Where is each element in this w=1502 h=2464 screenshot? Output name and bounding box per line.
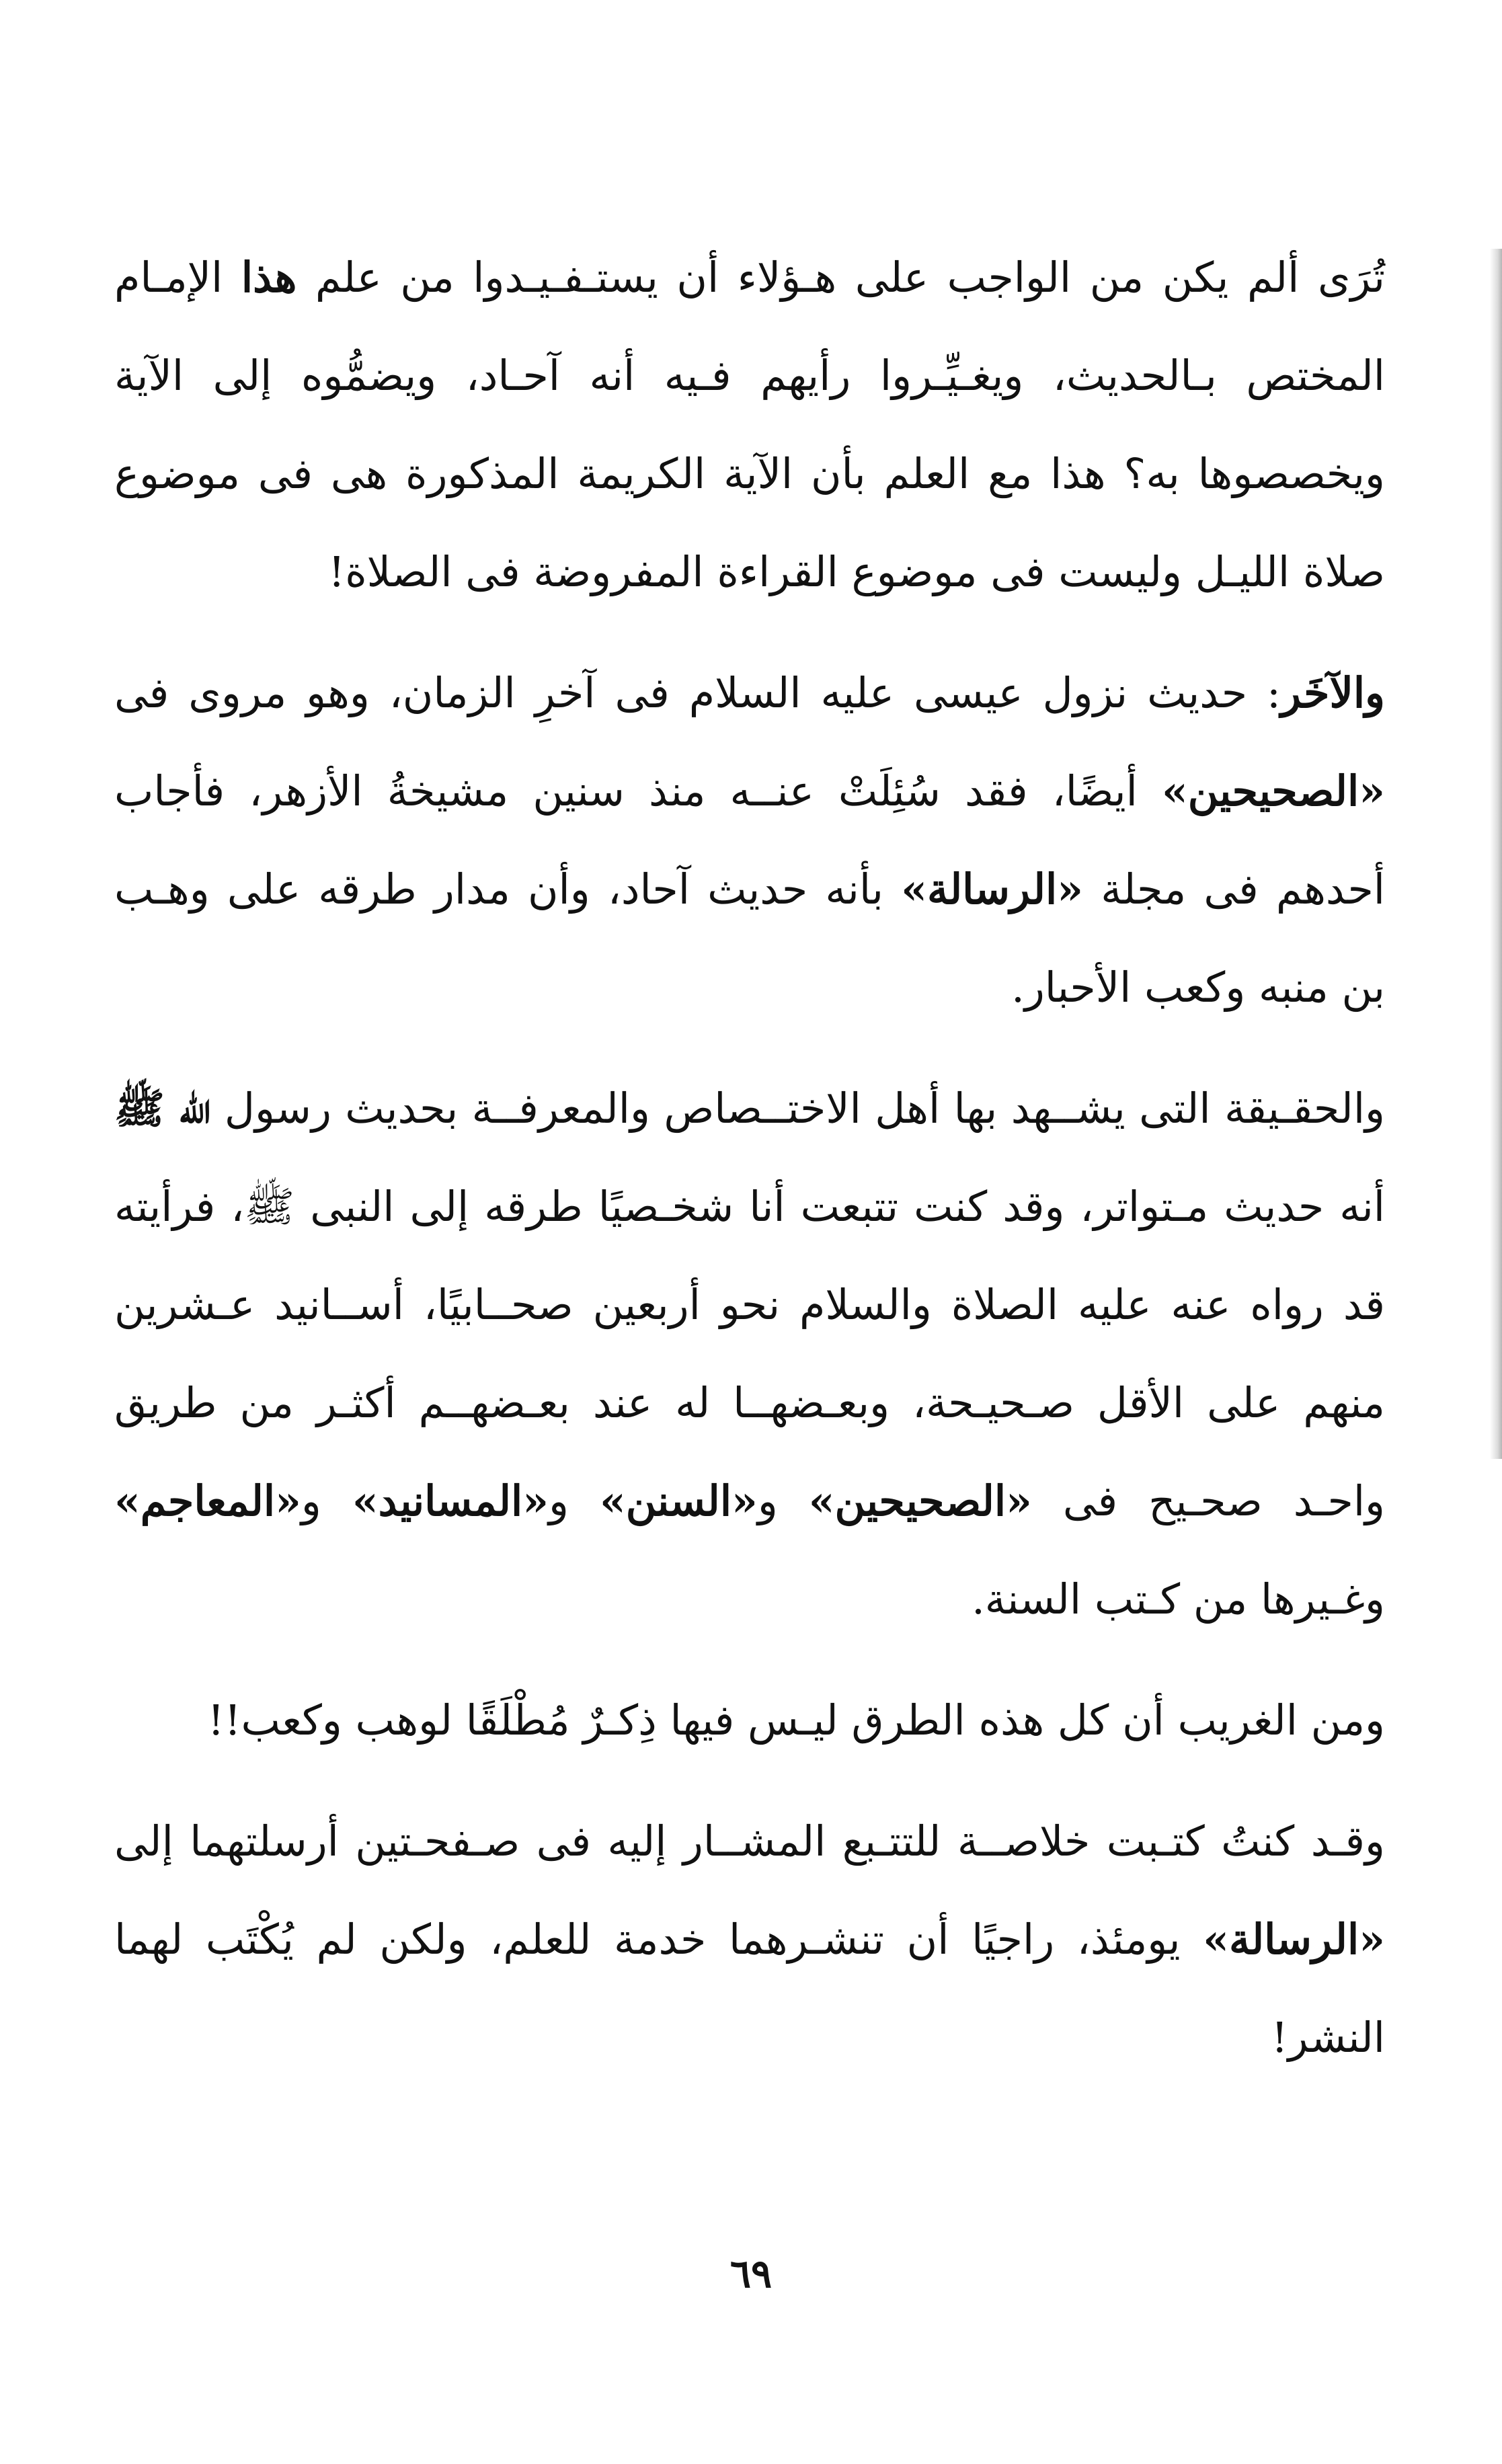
paragraph-gap — [114, 621, 1385, 644]
text-segment: وقـد كنتُ كتـبت خلاصــة للتتـبع المشــار إليه فى صـفحـتين أرسلتهما إلى — [114, 1817, 1385, 1866]
text-segment: ومن الغريب أن كل هذه الطرق ليـس فيها ذِكـرٌ مُطْلَقًا لوهب وكعب!! — [207, 1696, 1385, 1745]
bold-text-segment: «الرسالة» — [1203, 1915, 1385, 1964]
bold-text-segment: «المسانيد» — [352, 1476, 549, 1525]
paragraph-gap — [114, 1648, 1385, 1671]
paragraph-4 — [114, 1671, 1385, 1770]
text-segment: تُرَى ألم يكن من الواجب على هـؤلاء أن يستـفـيـدوا من علم — [297, 253, 1385, 302]
text-segment: و — [301, 1476, 352, 1525]
text-segment: بأنه حديث آحاد، وأن مدار طرقه على وهـب بن منبه وكعب الأحبار. — [114, 865, 1385, 1012]
bold-text-segment: «المعاجم» — [114, 1476, 301, 1525]
text-segment: أيضًا، فقد سُئِلَتْ عنــه منذ سنين مشيخةُ الأزهر، فأجاب أحدهم فى مجلة — [114, 766, 1385, 914]
bold-text-segment: هذا — [241, 253, 297, 302]
text-segment: و — [549, 1476, 600, 1525]
bold-text-segment: «الرسالة» — [901, 865, 1084, 914]
text-segment: الإمـام المختص بـالحديث، ويغـيِّـروا رأيهم فـيه أنه آحـاد، ويضمُّوه إلى الآية ويخصصوها به؟ هذا مع العلم بأن الآية الكريمة المذكورة هى فى موضوع صلاة الليـل وليست فى موضوع القراءة المفروضة فى الصلاة! — [114, 253, 1385, 596]
page-number: ٦٩ — [729, 2251, 773, 2297]
paragraph-5 — [114, 1792, 1385, 2087]
paragraph-gap — [114, 1037, 1385, 1060]
paragraph-1 — [114, 229, 1385, 621]
paragraph-gap — [114, 1770, 1385, 1792]
bold-text-segment: والآخَر — [1280, 668, 1385, 717]
text-segment: و — [757, 1476, 809, 1525]
text-segment: : حديث نزول عيسى عليه السلام فى آخرِ الزمان، وهو مروى فى — [114, 668, 1281, 717]
text-segment: وغـيرها من كـتب السنة. — [972, 1575, 1385, 1624]
text-segment: أنه حديث مـتواتر، وقد كنت تتبعت أنا شخـصيًا طرقه إلى النبى ﷺ، فرأيته قد رواه عنه عليه الصلاة والسلام نحو أربعين صحــابيًا، أســانيد عـشرين منهم على الأقل صـحيـحة، وبعـضهــا له عند بعـضهــم أكثـر من طريق واحـد صحـيح فى — [114, 1182, 1385, 1525]
page-body — [114, 229, 1385, 2087]
text-segment: والحقـيقة التى يشــهد بها أهل الاختــصاص والمعرفــة بحديث رسول — [210, 1084, 1385, 1133]
bold-text-segment: «الصحيحين» — [1161, 766, 1385, 816]
paragraph-2 — [114, 644, 1385, 1037]
bold-text-segment: «الصحيحين» — [808, 1476, 1032, 1525]
bold-text-segment: «السنن» — [599, 1476, 758, 1525]
bold-text-segment: الله ﷺ — [114, 1084, 211, 1133]
text-segment: يومئذ، راجيًا أن تنشـرهما خدمة للعلم، ولكن لم يُكْتَب لهما النشر! — [114, 1915, 1385, 2062]
paragraph-3 — [114, 1060, 1385, 1648]
page-edge-shadow — [1490, 249, 1502, 1459]
